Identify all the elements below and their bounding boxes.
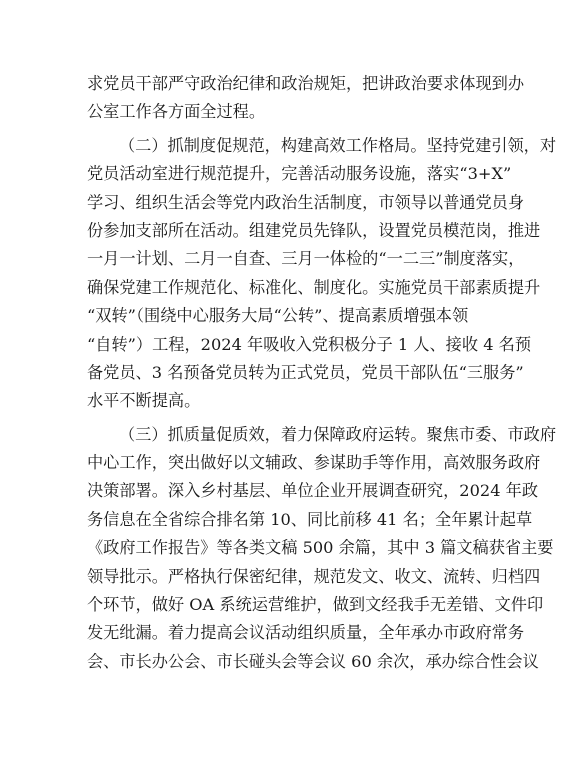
paragraph-line: 个环节，做好 OA 系统运营维护，做到文经我手无差错、文件印 (87, 595, 544, 615)
paragraph-line: 务信息在全省综合排名第 10、同比前移 41 名；全年累计起草 (87, 509, 533, 529)
paragraph-line: 发无纰漏。着力提高会议活动组织质量，全年承办市政府常务 (87, 623, 525, 643)
paragraph-line: 中心工作，突出做好以文辅政、参谋助手等作用，高效服务政府 (87, 453, 541, 473)
paragraph-line: 会、市长办公会、市长碰头会等会议 60 余次，承办综合性会议 (87, 651, 539, 671)
paragraph-line: 确保党建工作规范化、标准化、制度化。实施党员干部素质提升 (87, 277, 541, 297)
paragraph-line: 决策部署。深入乡村基层、单位企业开展调查研究，2024 年政 (87, 481, 539, 501)
paragraph-line: 领导批示。严格执行保密纪律，规范发文、收文、流转、归档四 (87, 566, 541, 586)
paragraph-3 (87, 421, 557, 677)
paragraph-line: 一月一计划、二月一自查、三月一体检的“一二三”制度落实， (87, 249, 525, 269)
paragraph-line: “自转”）工程，2024 年吸收入党积极分子 1 人、接收 4 名预 (87, 334, 532, 354)
document-body (87, 70, 557, 676)
paragraph-line: （三）抓质量促质效，着力保障政府运转。聚焦市委、市政府 (119, 424, 557, 444)
paragraph-line: 求党员干部严守政治纪律和政治规矩，把讲政治要求体现到办 (87, 74, 525, 93)
paragraph-2 (87, 132, 557, 416)
paragraph-line: 公室工作各方面全过程。 (87, 102, 266, 122)
paragraph-line: 水平不断提高。 (87, 391, 201, 411)
paragraph-line: 份参加支部所在活动。组建党员先锋队，设置党员模范岗，推进 (87, 220, 541, 240)
paragraph-line: 备党员、3 名预备党员转为正式党员，党员干部队伍“三服务” (87, 362, 524, 382)
paragraph-line: 《政府工作报告》等各类文稿 500 余篇，其中 3 篇文稿获省主要 (87, 538, 554, 558)
paragraph-line: “双转”（围绕中心服务大局“公转”、提高素质增强本领 (87, 306, 469, 326)
paragraph-line: 学习、组织生活会等党内政治生活制度，市领导以普通党员身 (87, 192, 525, 212)
paragraph-line: （二）抓制度促规范，构建高效工作格局。坚持党建引领，对 (119, 135, 557, 155)
paragraph-1 (87, 70, 525, 127)
paragraph-line: 党员活动室进行规范提升，完善活动服务设施，落实“3+X” (87, 164, 512, 184)
